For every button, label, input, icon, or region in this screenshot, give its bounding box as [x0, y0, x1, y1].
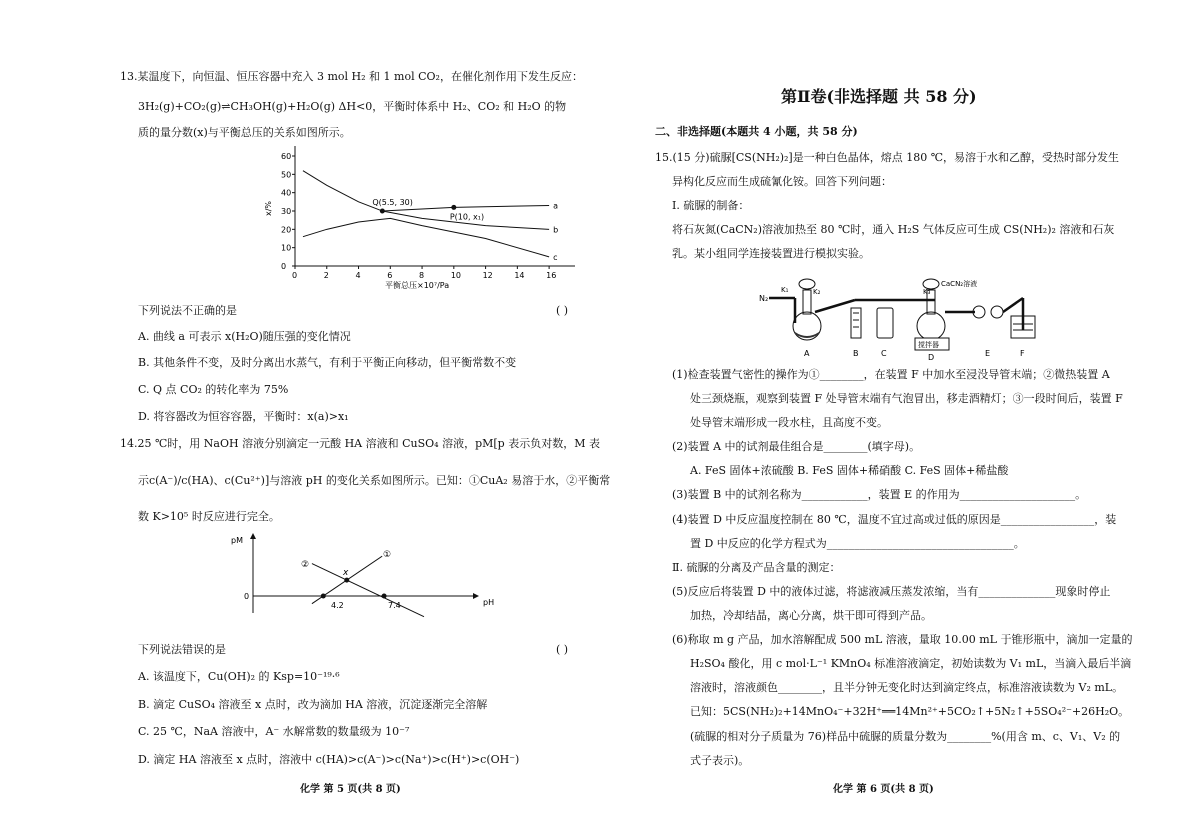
q15-6-line4: (硫脲的相对分子质量为 76)样品中硫脲的质量分数为________%(用含 m、c、V₁、V₂ 的 [690, 730, 1121, 743]
chart1-point-label: Q(5.5, 30) [372, 198, 413, 207]
section-subtitle: 二、非选择题(本题共 4 小题，共 58 分) [655, 125, 858, 138]
chart2-line-2 [312, 564, 424, 617]
q15-3: (3)装置 B 中的试剂名称为____________，装置 E 的作用为_____________________。 [672, 488, 1087, 501]
chart1-ylabel: x/% [264, 200, 273, 216]
label-a: A [804, 349, 810, 358]
q13-answer-paren: ( ) [556, 304, 569, 317]
chart2-point-x [344, 578, 349, 583]
label-c: C [881, 349, 887, 358]
footer-right: 化学 第 6 页(共 8 页) [833, 784, 934, 795]
chart2-point-7-4 [382, 594, 387, 599]
chart1-points [372, 198, 484, 221]
q13-prompt: 下列说法不正确的是 [138, 304, 237, 317]
chart1-xtick-label: 14 [514, 271, 525, 280]
q13-option-b: B. 其他条件不变，及时分离出水蒸气，有利于平衡正向移动，但平衡常数不变 [138, 356, 517, 369]
q13-line1: 13.某温度下，向恒温、恒压容器中充入 3 mol H₂ 和 1 mol CO₂，在催化剂作用下发生反应： [120, 70, 583, 83]
chart1-series-label-a: a [553, 201, 559, 211]
section-title: 第Ⅱ卷(非选择题 共 58 分) [781, 87, 977, 106]
chart2-series [312, 556, 424, 617]
chart1-ticks [281, 152, 559, 280]
q13-option-c: C. Q 点 CO₂ 的转化率为 75% [138, 383, 289, 396]
n2-label: N₂ [759, 294, 769, 303]
q14-option-c: C. 25 ℃，NaA 溶液中，A⁻ 水解常数的数量级为 10⁻⁷ [138, 725, 410, 738]
chart1-xlabel: 平衡总压×10⁷/Pa [385, 281, 450, 290]
bottle-c [877, 308, 893, 338]
chart1-xtick-label: 2 [323, 271, 329, 280]
q15-line4: 乳。某小组同学连接装置进行模拟实验。 [672, 247, 870, 260]
q15-6-line5: 式子表示)。 [690, 754, 750, 767]
q14-line2: 示c(A⁻)/c(HA)、c(Cu²⁺)]与溶液 pH 的变化关系如图所示。已知：①CuA₂ 易溶于水，②平衡常 [138, 474, 611, 487]
chart1-point [451, 205, 456, 210]
chart1-xtick-label: 0 [292, 271, 298, 280]
flask-a [793, 312, 821, 340]
apparatus-diagram [755, 268, 1055, 360]
chart2-point-4-2 [321, 594, 326, 599]
q14-option-d: D. 滴定 HA 溶液至 x 点时，溶液中 c(HA)>c(A⁻)>c(Na⁺)>c(H⁺)>c(OH⁻) [138, 753, 520, 766]
q14-option-a: A. 该温度下，Cu(OH)₂ 的 Ksp=10⁻¹⁹·⁶ [138, 670, 340, 683]
stirrer-label: 搅拌器 [918, 341, 939, 349]
k1-label: K₁ [781, 286, 789, 294]
k3-label: K₃ [923, 288, 931, 296]
chart2-intersection-label: x [343, 568, 349, 578]
chart1-ytick-label: 60 [281, 152, 292, 161]
chart1-ytick-label: 0 [281, 262, 287, 271]
q15-line3: 将石灰氮(CaCN₂)溶液加热至 80 ℃时，通入 H₂S 气体反应可生成 CS(NH₂)₂ 溶液和石灰 [672, 223, 1115, 236]
q15-4-line1: (4)装置 D 中反应温度控制在 80 ℃，温度不宜过高或过低的原因是_________________，装 [672, 513, 1117, 526]
label-f: F [1020, 349, 1025, 358]
q15-part2: Ⅱ. 硫脲的分离及产品含量的测定： [672, 561, 841, 574]
label-e: E [985, 349, 991, 358]
q15-part1: Ⅰ. 硫脲的制备： [672, 199, 750, 212]
q15-6-line1: (6)称取 m g 产品，加水溶解配成 500 mL 溶液，量取 10.00 mL 于锥形瓶中，滴加一定量的 [672, 633, 1133, 646]
chart2-xmark-2: 7.4 [388, 601, 401, 610]
q15-line1: 15.(15 分)硫脲[CS(NH₂)₂]是一种白色晶体，熔点 180 ℃，易溶于水和乙醇，受热时部分发生 [655, 151, 1120, 164]
flask-d [917, 312, 945, 340]
chart1-xtick-label: 4 [355, 271, 361, 280]
reagent-label: CaCN₂溶液 [941, 280, 978, 288]
chart1-series-b [303, 171, 549, 230]
q15-1-line2: 处三颈烧瓶，观察到装置 F 处导管末端有气泡冒出，移走酒精灯；③一段时间后，装置 F [690, 392, 1123, 405]
bulb-e-right [991, 306, 1003, 318]
q15-6-line3: 溶液时，溶液颜色________，且半分钟无变化时达到滴定终点，标准溶液读数为 V₂ mL。 [690, 681, 1124, 694]
q13-option-a: A. 曲线 a 可表示 x(H₂O)随压强的变化情况 [138, 330, 351, 343]
q15-2: (2)装置 A 中的试剂最佳组合是________(填字母)。 [672, 440, 921, 453]
q14-line3: 数 K>10⁵ 时反应进行完全。 [138, 510, 280, 523]
chart1-series [303, 171, 558, 262]
q14-option-b: B. 滴定 CuSO₄ 溶液至 x 点时，改为滴加 HA 溶液，沉淀逐渐完全溶解 [138, 698, 488, 711]
chart1-ytick-label: 10 [281, 243, 292, 253]
q14-prompt: 下列说法错误的是 [138, 643, 226, 656]
q15-2-options: A. FeS 固体+浓硫酸 B. FeS 固体+稀硝酸 C. FeS 固体+稀盐酸 [690, 464, 1009, 477]
q13-option-d: D. 将容器改为恒容容器，平衡时：x(a)>x₁ [138, 410, 349, 423]
chart-pm-ph [231, 533, 505, 618]
q15-1-line3: 处导管末端形成一段水柱，且高度不变。 [690, 416, 888, 429]
chart1-point [380, 209, 385, 214]
k2-label: K₂ [813, 288, 821, 296]
chart1-series-label-b: b [553, 225, 559, 235]
chart1-series-label-c: c [553, 252, 558, 262]
q15-4-line2: 置 D 中反应的化学方程式为__________________________________。 [690, 537, 1025, 550]
chart-mole-fraction [265, 148, 605, 293]
chart2-series-1-label: ① [383, 550, 392, 560]
q13-line3: 质的量分数(x)与平衡总压的关系如图所示。 [138, 126, 351, 139]
chart1-xtick-label: 10 [450, 271, 462, 280]
q15-line2: 异构化反应而生成硫氰化铵。回答下列问题： [672, 175, 892, 188]
chart2-x-arrow [473, 593, 479, 599]
chart2-y-arrow [250, 533, 256, 539]
chart1-xtick-label: 16 [546, 271, 557, 280]
chart1-ytick-label: 40 [281, 188, 292, 198]
chart1-series-c [303, 218, 549, 257]
chart1-xtick-label: 12 [482, 271, 493, 280]
chart1-xtick-label: 6 [387, 271, 393, 280]
q15-1-line1: (1)检查装置气密性的操作为①________，在装置 F 中加水至浸没导管末端；②微热装置 A [672, 368, 1110, 381]
chart1-ytick-label: 30 [281, 207, 292, 216]
q14-line1: 14.25 ℃时，用 NaOH 溶液分别滴定一元酸 HA 溶液和 CuSO₄ 溶液，pM[p 表示负对数，M 表 [120, 437, 600, 450]
q15-5-line1: (5)反应后将装置 D 中的液体过滤，将滤液减压蒸发浓缩，当有______________现象时停止 [672, 585, 1111, 598]
chart2-xlabel: pH [483, 598, 495, 607]
label-b: B [853, 349, 859, 358]
chart1-ytick-label: 50 [281, 170, 292, 180]
q15-6-line2: H₂SO₄ 酸化，用 c mol·L⁻¹ KMnO₄ 标准溶液滴定，初始读数为 V₁ mL，当滴入最后半滴 [690, 657, 1132, 670]
chart2-series-2-label: ② [301, 560, 310, 570]
chart1-ytick-label: 20 [281, 225, 292, 235]
chart1-point-label: P(10, x₁) [449, 212, 485, 222]
q13-line2: 3H₂(g)+CO₂(g)⇌CH₃OH(g)+H₂O(g) ΔH<0，平衡时体系中 H₂、CO₂ 和 H₂O 的物 [138, 100, 567, 113]
footer-left: 化学 第 5 页(共 8 页) [300, 784, 401, 795]
chart2-origin: 0 [244, 592, 250, 601]
q15-5-line2: 加热，冷却结晶，离心分离，烘干即可得到产品。 [690, 609, 932, 622]
chart1-xtick-label: 8 [419, 271, 425, 280]
label-d: D [928, 353, 935, 362]
q14-answer-paren: ( ) [556, 643, 569, 656]
chart2-ylabel: pM [231, 536, 243, 545]
chart2-xmark-1: 4.2 [331, 601, 344, 610]
q15-6-equation: 已知：5CS(NH₂)₂+14MnO₄⁻+32H⁺══14Mn²⁺+5CO₂↑+5N₂↑+5SO₄²⁻+26H₂O。 [690, 705, 1130, 718]
